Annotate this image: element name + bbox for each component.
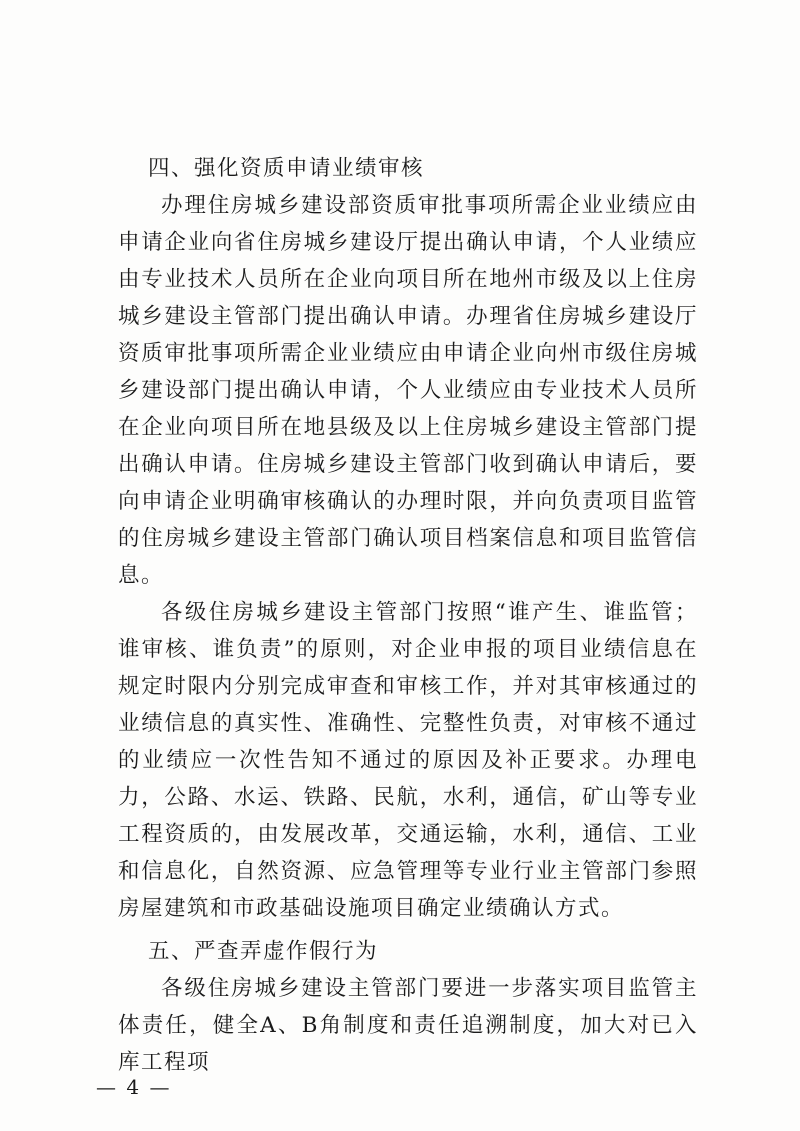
document-body	[118, 150, 698, 1081]
page-number: — 4 —	[96, 1075, 172, 1099]
section-heading-4: 四、强化资质申请业绩审核	[148, 156, 425, 181]
paragraph: 各级住房城乡建设主管部门要进一步落实项目监管主体责任，健全A、B角制度和责任追溯制度，加大对已入库工程项	[118, 976, 698, 1075]
section-heading-5: 五、严查弄虚作假行为	[148, 939, 379, 964]
paragraph: 各级住房城乡建设主管部门按照“谁产生、谁监管；谁审核、谁负责”的原则，对企业申报的项目业绩信息在规定时限内分别完成审查和审核工作，并对其审核通过的业绩信息的真实性、准确性、完整性负责，对审核不通过的业绩应一次性告知不通过的原因及补正要求。办理电力，公路、水运、铁路、民航，水利，通信，矿山等专业工程资质的，由发展改革，交通运输，水利，通信、工业和信息化，自然资源、应急管理等专业行业主管部门参照房屋建筑和市政基础设施项目确定业绩确认方式。	[118, 600, 698, 921]
paragraph: 办理住房城乡建设部资质审批事项所需企业业绩应由申请企业向省住房城乡建设厅提出确认申请，个人业绩应由专业技术人员所在企业向项目所在地州市级及以上住房城乡建设主管部门提出确认申请。办理省住房城乡建设厅资质审批事项所需企业业绩应由申请企业向州市级住房城乡建设部门提出确认申请，个人业绩应由专业技术人员所在企业向项目所在地县级及以上住房城乡建设主管部门提出确认申请。住房城乡建设主管部门收到确认申请后，要向申请企业明确审核确认的办理时限，并向负责项目监管的住房城乡建设主管部门确认项目档案信息和项目监管信息。	[118, 193, 698, 588]
